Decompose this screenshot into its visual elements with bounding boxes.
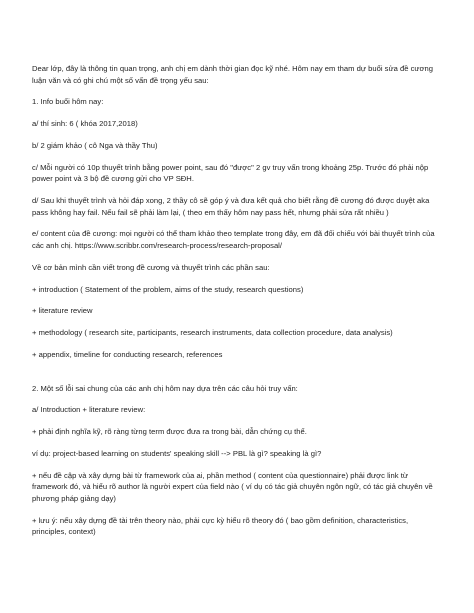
item-d-result: d/ Sau khi thuyết trình và hỏi đáp xong, 2 thầy cô sẽ góp ý và đưa kết quả cho biết rằng đề cương đó được duyệt aka pass không hay fail. Nếu fail sẽ phải làm lại, ( theo em thấy hôm nay pass hết, nhưng phải sửa rất nhiều ) xyxy=(32,196,430,217)
note-theory: + lưu ý: nếu xây dựng đề tài trên theory nào, phải cực kỳ hiểu rõ theory đó ( bao gồm definition, characteristics, principles, context) xyxy=(32,515,409,537)
sections-intro: Về cơ bản mình cần viết trong đề cương và thuyết trình các phần sau: xyxy=(32,262,270,272)
list-item-literature-review: + literature review xyxy=(32,306,93,316)
item-a-candidates: a/ thí sinh: 6 ( khóa 2017,2018) xyxy=(32,119,138,129)
list-item-methodology: + methodology ( research site, participants, research instruments, data collection procedure, data analysis) xyxy=(32,328,393,338)
item-b-examiners: b/ 2 giám khảo ( cô Nga và thầy Thu) xyxy=(32,140,158,150)
document-body xyxy=(32,63,444,548)
intro-paragraph: Dear lớp, đây là thông tin quan trọng, anh chị em dành thời gian đọc kỹ nhé. Hôm nay em tham dự buổi sửa đề cương luận văn và có ghi chú một số vấn đề trọng yếu sau: xyxy=(32,64,433,85)
note-framework: + nếu đề cập và xây dựng bài từ framework của ai, phần method ( content của questionnaire) phải được link từ framework đó, và hiểu rõ author là người expert của field nào ( ví dụ có tác giả chuyên ngôn ngữ, có tác giả chuyên về phương pháp giảng dạy) xyxy=(32,470,433,503)
list-item-introduction: + introduction ( Statement of the problem, aims of the study, research questions) xyxy=(32,284,304,294)
section-1-heading: 1. Info buổi hôm nay: xyxy=(32,97,104,107)
item-a-intro-review: a/ Introduction + literature review: xyxy=(32,405,146,415)
example-pbl: ví dụ: project-based learning on students' speaking skill --> PBL là gì? speaking là gì? xyxy=(32,448,322,458)
item-c-presentation: c/ Mỗi người có 10p thuyết trình bằng power point, sau đó "được" 2 gv truy vấn trong khoảng 25p. Trước đó phải nộp power point và 3 bộ đề cương gửi cho VP SĐH. xyxy=(32,162,429,184)
section-2-heading: 2. Một số lỗi sai chung của các anh chị hôm nay dựa trên các câu hỏi truy vấn: xyxy=(32,383,298,393)
item-e-content: e/ content của đề cương: mọi người có thể tham khảo theo template trong đây, em đã đối chiếu với bài thuyết trình của các anh chị. https://www.scribbr.com/research-process/research-proposal/ xyxy=(32,229,435,251)
list-item-appendix: + appendix, timeline for conducting research, references xyxy=(32,349,223,359)
note-define-terms: + phải định nghĩa kỹ, rõ ràng từng term được đưa ra trong bài, dẫn chứng cụ thể. xyxy=(32,427,307,437)
